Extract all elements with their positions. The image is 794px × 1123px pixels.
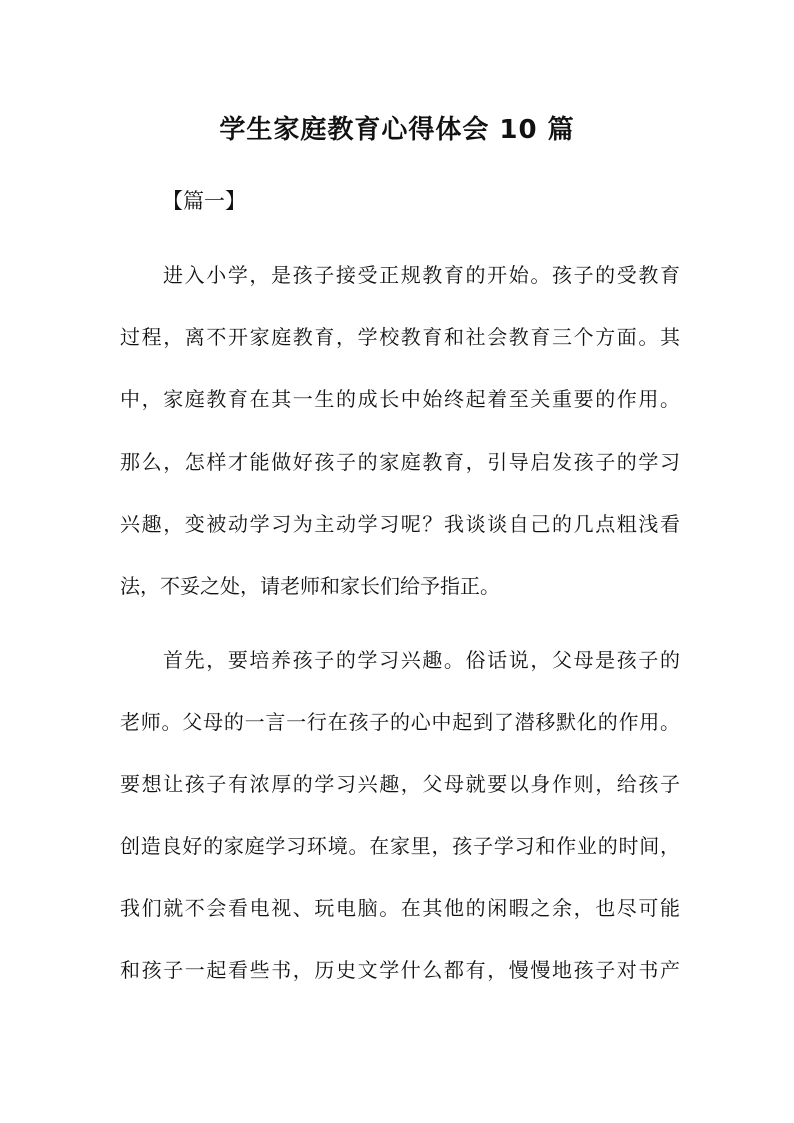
paragraph-line: 首先，要培养孩子的学习兴趣。俗话说，父母是孩子的: [163, 648, 680, 672]
paragraph-line: 要想让孩子有浓厚的学习兴趣，父母就要以身作则，给孩子: [120, 772, 680, 796]
section-label: 【篇一】: [162, 189, 246, 213]
paragraph-line: 中，家庭教育在其一生的成长中始终起着至关重要的作用。: [120, 387, 680, 411]
paragraph-line: 老师。父母的一言一行在孩子的心中起到了潜移默化的作用。: [120, 710, 680, 734]
paragraph-line: 进入小学，是孩子接受正规教育的开始。孩子的受教育: [163, 263, 680, 287]
paragraph-line: 那么，怎样才能做好孩子的家庭教育，引导启发孩子的学习: [120, 450, 680, 474]
paragraph-line: 和孩子一起看些书，历史文学什么都有，慢慢地孩子对书产: [120, 958, 680, 982]
paragraph-line: 我们就不会看电视、玩电脑。在其他的闲暇之余，也尽可能: [120, 896, 680, 920]
paragraph-line: 过程，离不开家庭教育，学校教育和社会教育三个方面。其: [120, 325, 680, 349]
paragraph-line: 法，不妥之处，请老师和家长们给予指正。: [120, 574, 500, 598]
paragraph-line: 兴趣，变被动学习为主动学习呢？我谈谈自己的几点粗浅看: [120, 512, 680, 536]
document-title: 学生家庭教育心得体会 10 篇: [219, 115, 575, 145]
paragraph-line: 创造良好的家庭学习环境。在家里，孩子学习和作业的时间，: [120, 834, 680, 858]
